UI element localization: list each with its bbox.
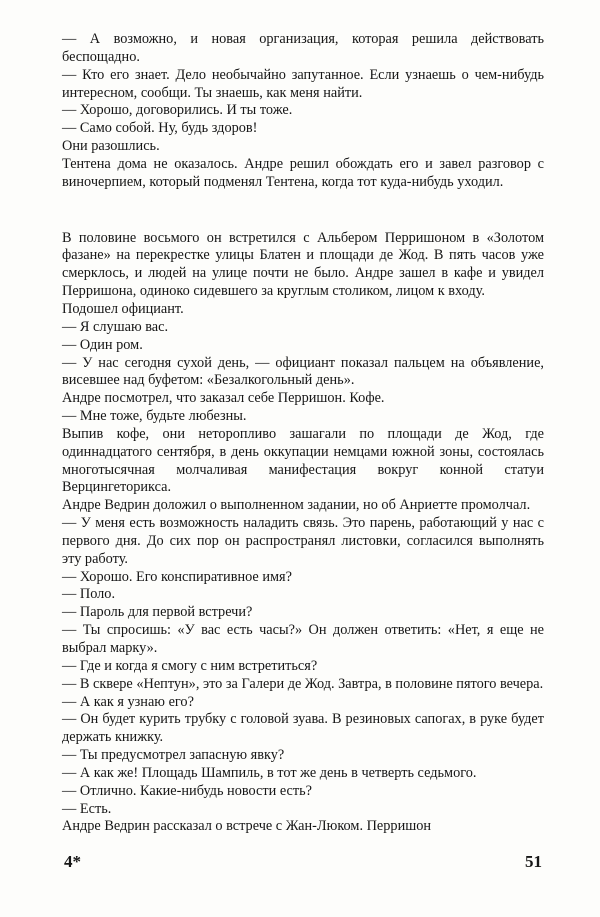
paragraph: — Кто его знает. Дело необычайно запутанное. Если узнаешь о чем-нибудь интересном, сообщи. Ты знаешь, как меня найти. (62, 66, 544, 101)
paragraph: — А как я узнаю его? (62, 693, 194, 710)
paragraph: — В сквере «Нептун», это за Галери де Жод. Завтра, в половине пятого вечера. (62, 675, 544, 692)
paragraph: — У нас сегодня сухой день, — официант показал пальцем на объявление, висевшее над буфетом: «Безалкогольный день». (62, 354, 544, 389)
paragraph: — Поло. (62, 586, 116, 603)
paragraph: — Само собой. Ну, будь здоров! (62, 120, 258, 137)
paragraph: — Где и когда я смогу с ним встретиться? (62, 657, 318, 674)
paragraph: — Ты спросишь: «У вас есть часы?» Он должен ответить: «Нет, я еще не выбрал марку». (62, 622, 544, 656)
paragraph: — Отлично. Какие-нибудь новости есть? (62, 782, 312, 799)
paragraph: — Ты предусмотрел запасную явку? (62, 747, 285, 764)
paragraph: Тентена дома не оказалось. Андре решил обождать его и завел разговор с виночерпием, который подменял Тентена, когда тот куда-нибудь уходил. (62, 155, 544, 190)
paragraph: — А как же! Площадь Шампиль, в тот же день в четверть седьмого. (62, 764, 477, 781)
page-body (62, 31, 544, 836)
paragraph: — Он будет курить трубку с головой зуава. В резиновых сапогах, в руке будет держать книжку. (62, 711, 544, 746)
paragraph: Они разошлись. (62, 138, 160, 155)
paragraph: — Есть. (62, 800, 112, 817)
paragraph: — А возможно, и новая организация, которая решила действовать беспощадно. (62, 31, 544, 65)
section-break (62, 192, 544, 230)
paragraph: Подошел официант. (62, 300, 184, 317)
paragraph: В половине восьмого он встретился с Альбером Перришоном в «Золотом фазане» на перекрестке улицы Блатен и площади де Жод. В пять часов уже смерклось, и людей на улице почти не было. Андре зашел в кафе и увидел Перришона, одиноко сидевшего за круглым столиком, лицом к входу. (62, 229, 544, 300)
paragraph: Андре Ведрин доложил о выполненном задании, но об Анриетте промолчал. (62, 497, 531, 514)
paragraph: — У меня есть возможность наладить связь. Это парень, работающий у нас с первого дня. До сих пор он распространял листовки, согласился выполнять эту работу. (62, 515, 544, 567)
paragraph: — Хорошо. Его конспиративное имя? (62, 568, 292, 585)
paragraph: — Я слушаю вас. (62, 318, 169, 335)
page-number: 51 (525, 852, 542, 871)
paragraph: — Хорошо, договорились. И ты тоже. (62, 102, 293, 119)
paragraph: — Один ром. (62, 336, 143, 353)
paragraph: Андре посмотрел, что заказал себе Перришон. Кофе. (62, 390, 385, 407)
paragraph: — Мне тоже, будьте любезны. (62, 408, 247, 425)
paragraph: Андре Ведрин рассказал о встрече с Жан-Люком. Перришон (62, 818, 432, 835)
paragraph: Выпив кофе, они неторопливо зашагали по площади де Жод, где одиннадцатого сентября, в день оккупации немцами южной зоны, состоялась многотысячная молчаливая манифестация вокруг конной статуи Верцингеторикса. (62, 425, 544, 496)
signature-mark: 4* (64, 852, 81, 871)
paragraph: — Пароль для первой встречи? (62, 604, 253, 621)
